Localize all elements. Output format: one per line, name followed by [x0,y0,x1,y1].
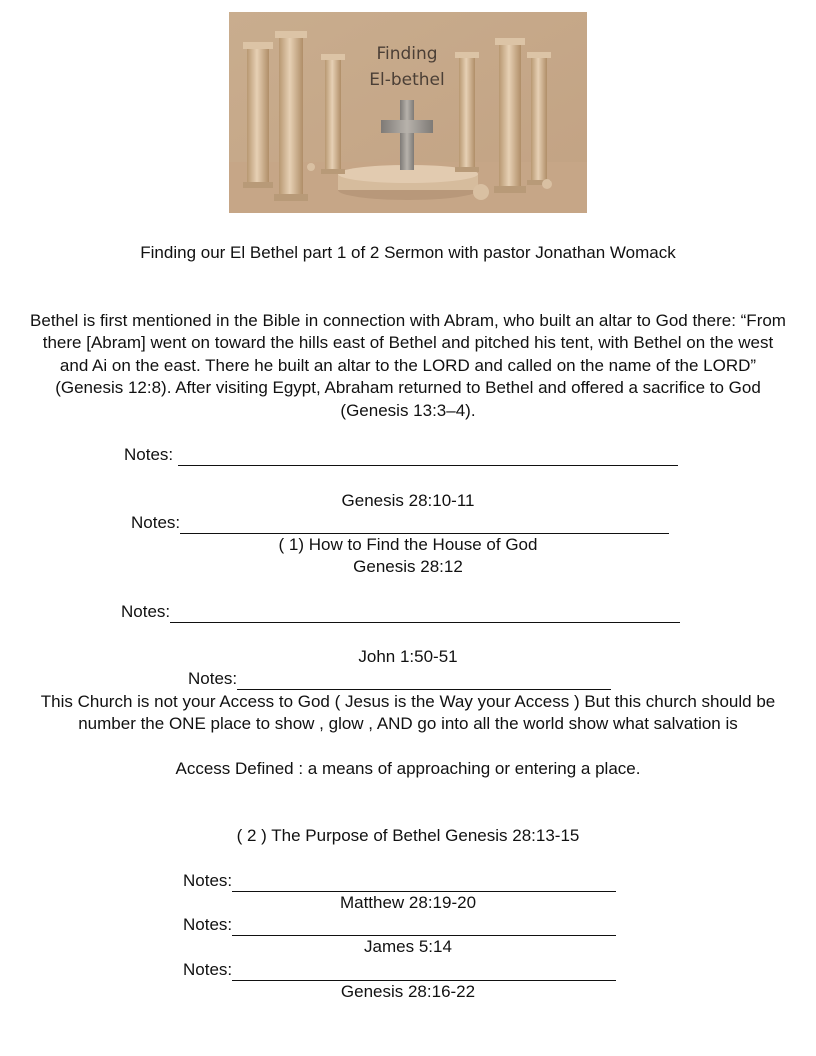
scripture-reference: Matthew 28:19-20 [339,893,477,912]
notes-line [183,914,616,936]
notes-label: Notes: [121,602,171,621]
notes-blank [232,918,616,936]
notes-blank [170,605,680,623]
notes-label: Notes: [183,915,233,934]
notes-line [124,444,678,466]
notes-blank [232,874,616,892]
notes-label: Notes: [183,871,233,890]
church-access-paragraph: This Church is not your Access to God ( Jesus is the Way your Access ) But this church should be number the ONE place to show , glow , AND go into all the world show what salvation is [40,692,776,734]
banner-title-line2: El-bethel [369,70,445,90]
column-left-2 [274,31,308,201]
access-definition: Access Defined : a means of approaching or entering a place. [175,759,641,778]
notes-blank [180,516,669,534]
notes-line [183,870,616,892]
notes-label: Notes: [183,960,233,979]
notes-blank [237,672,611,690]
column-left-1 [243,42,273,188]
scripture-reference: Genesis 28:12 [353,557,463,576]
scripture-reference: John 1:50-51 [358,647,458,666]
scripture-reference: Genesis 28:16-22 [340,982,476,1001]
sermon-heading: Finding our El Bethel part 1 of 2 Sermon with pastor Jonathan Womack [140,243,676,262]
notes-line [131,512,669,534]
scripture-reference: James 5:14 [364,937,452,956]
notes-label: Notes: [131,513,181,532]
banner-title-line1: Finding [376,44,438,64]
point-1-heading: ( 1) How to Find the House of God [278,535,538,554]
notes-label: Notes: [124,445,178,464]
intro-paragraph: Bethel is first mentioned in the Bible in connection with Abram, who built an altar to God there: “From there [Abram] went on toward the hills east of Bethel and pitched his tent, with Bethel on the west and Ai on the east. There he built an altar to the LORD and called on the name of the LORD” (Genesis 12:8). After visiting Egypt, Abraham returned to Bethel and offered a sacrifice to God (Genesis 13:3–4). [30,311,786,420]
sermon-banner-image [229,12,587,213]
notes-line [183,959,616,981]
notes-line [188,668,611,690]
notes-label: Notes: [188,669,238,688]
notes-blank [232,963,616,981]
scripture-reference: Genesis 28:10-11 [341,491,475,510]
point-2-heading: ( 2 ) The Purpose of Bethel Genesis 28:13-15 [236,826,580,845]
notes-line [121,601,680,623]
notes-blank [178,448,678,466]
